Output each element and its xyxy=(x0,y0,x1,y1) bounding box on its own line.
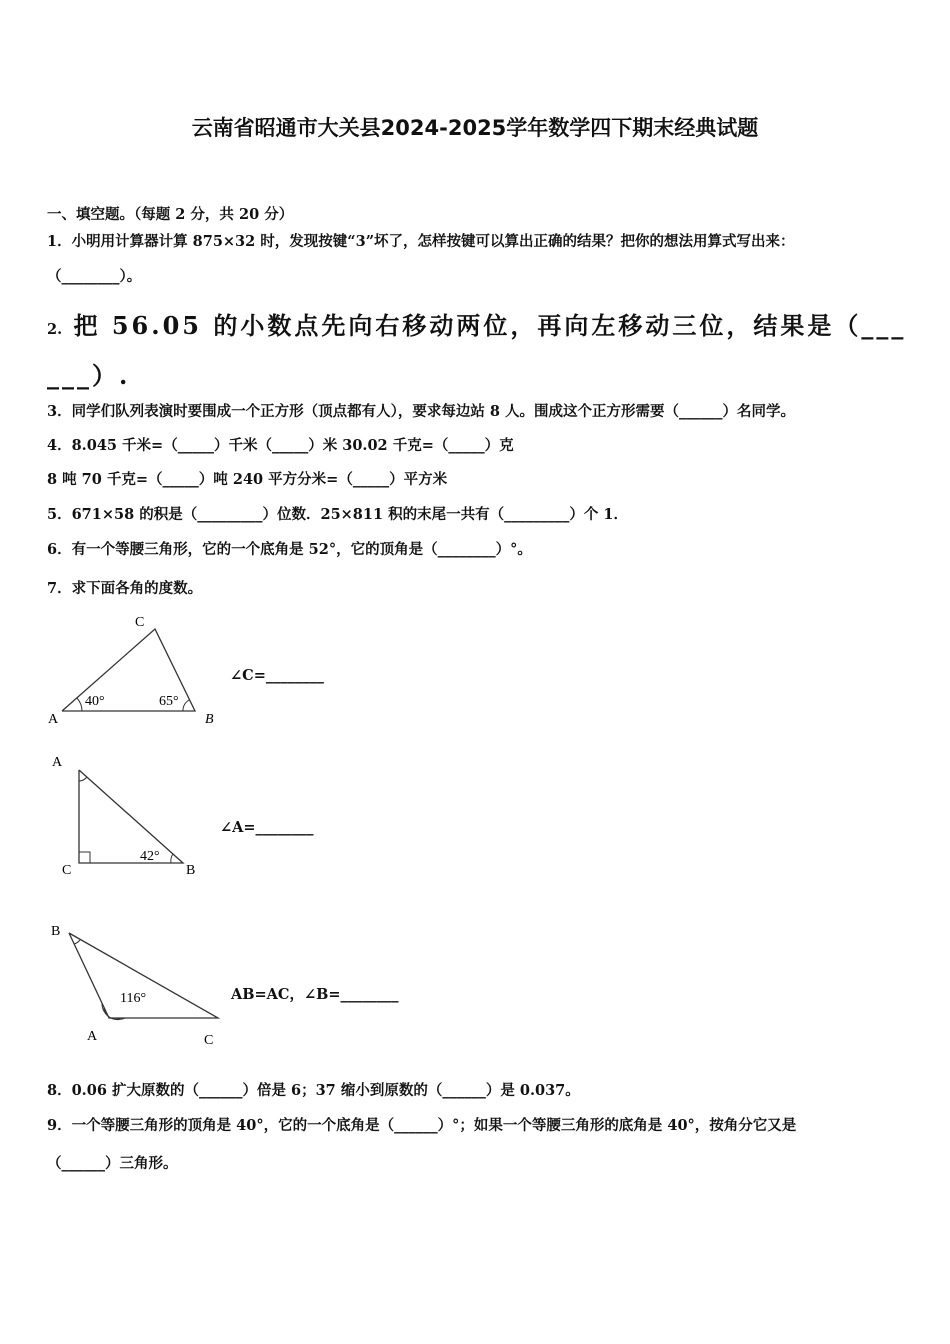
tri1-angle-a: 40° xyxy=(85,694,105,709)
tri3-label-c: C xyxy=(204,1033,214,1048)
q2-text: 把 56.05 的小数点先向右移动两位，再向左移动三位，结果是（___ xyxy=(73,311,907,340)
q3-text: 3．同学们队列表演时要围成一个正方形（顶点都有人），要求每边站 8 人。围成这个正方形需要（______）名同学。 xyxy=(47,403,796,420)
triangle-2-right-angle xyxy=(79,852,90,863)
tri3-label-a: A xyxy=(87,1029,98,1044)
q4-line2: 8 吨 70 千克=（_____）吨 240 平方分米=（_____）平方米 xyxy=(47,471,448,488)
page-title: 云南省昭通市大关县2024-2025学年数学四下期末经典试题 xyxy=(191,116,759,140)
q9-line1: 9．一个等腰三角形的顶角是 40°，它的一个底角是（______）°；如果一个等腰三角形的底角是 40°，按角分它又是 xyxy=(47,1117,797,1134)
q1-line2: （________）。 xyxy=(47,268,142,285)
q2-line2: ___）. xyxy=(47,361,131,390)
q1-line1: 1．小明用计算器计算 875×32 时，发现按键“3”坏了，怎样按键可以算出正确的结果？把你的想法用算式写出来： xyxy=(47,233,795,250)
triangle-2-arc-b xyxy=(171,854,173,863)
tri1-answer: ∠C=________ xyxy=(230,667,324,684)
tri1-label-b: B xyxy=(205,712,214,727)
section-heading: 一、填空题。（每题 2 分，共 20 分） xyxy=(47,206,294,223)
triangle-1-arc-b xyxy=(183,700,189,711)
tri2-answer: ∠A=________ xyxy=(220,819,314,836)
q2-number: 2. xyxy=(47,321,63,338)
q5-text: 5．671×58 的积是（_________）位数．25×811 积的末尾一共有（_________）个 1． xyxy=(47,506,629,523)
tri3-answer: AB=AC，∠B=________ xyxy=(231,986,399,1003)
tri1-label-a: A xyxy=(48,712,59,727)
tri1-label-c: C xyxy=(135,615,145,630)
q7-text: 7．求下面各角的度数。 xyxy=(47,580,203,597)
tri3-label-b: B xyxy=(51,924,61,939)
q4-line1: 4．8.045 千米=（_____）千米（_____）米 30.02 千克=（_____）克 xyxy=(47,437,514,454)
tri3-angle-a: 116° xyxy=(120,991,147,1006)
triangle-2-figure xyxy=(40,748,220,883)
triangle-3-arc-b xyxy=(74,940,80,944)
triangle-1-arc-a xyxy=(77,698,82,711)
q6-text: 6．有一个等腰三角形，它的一个底角是 52°，它的顶角是（________）°。 xyxy=(47,541,532,558)
tri2-label-b: B xyxy=(186,863,196,878)
tri2-angle-b: 42° xyxy=(140,849,160,864)
q2-line1 xyxy=(47,306,906,341)
tri2-label-a: A xyxy=(52,755,63,770)
tri2-label-c: C xyxy=(62,863,72,878)
triangle-2-arc-a xyxy=(79,777,87,781)
triangle-1-figure xyxy=(40,605,230,735)
q9-line2: （______）三角形。 xyxy=(47,1155,178,1172)
triangle-2-shape xyxy=(79,770,183,863)
triangle-3-figure xyxy=(40,918,235,1053)
q8-text: 8．0.06 扩大原数的（______）倍是 6；37 缩小到原数的（______）是 0.037。 xyxy=(47,1082,580,1099)
tri1-angle-b: 65° xyxy=(159,694,179,709)
